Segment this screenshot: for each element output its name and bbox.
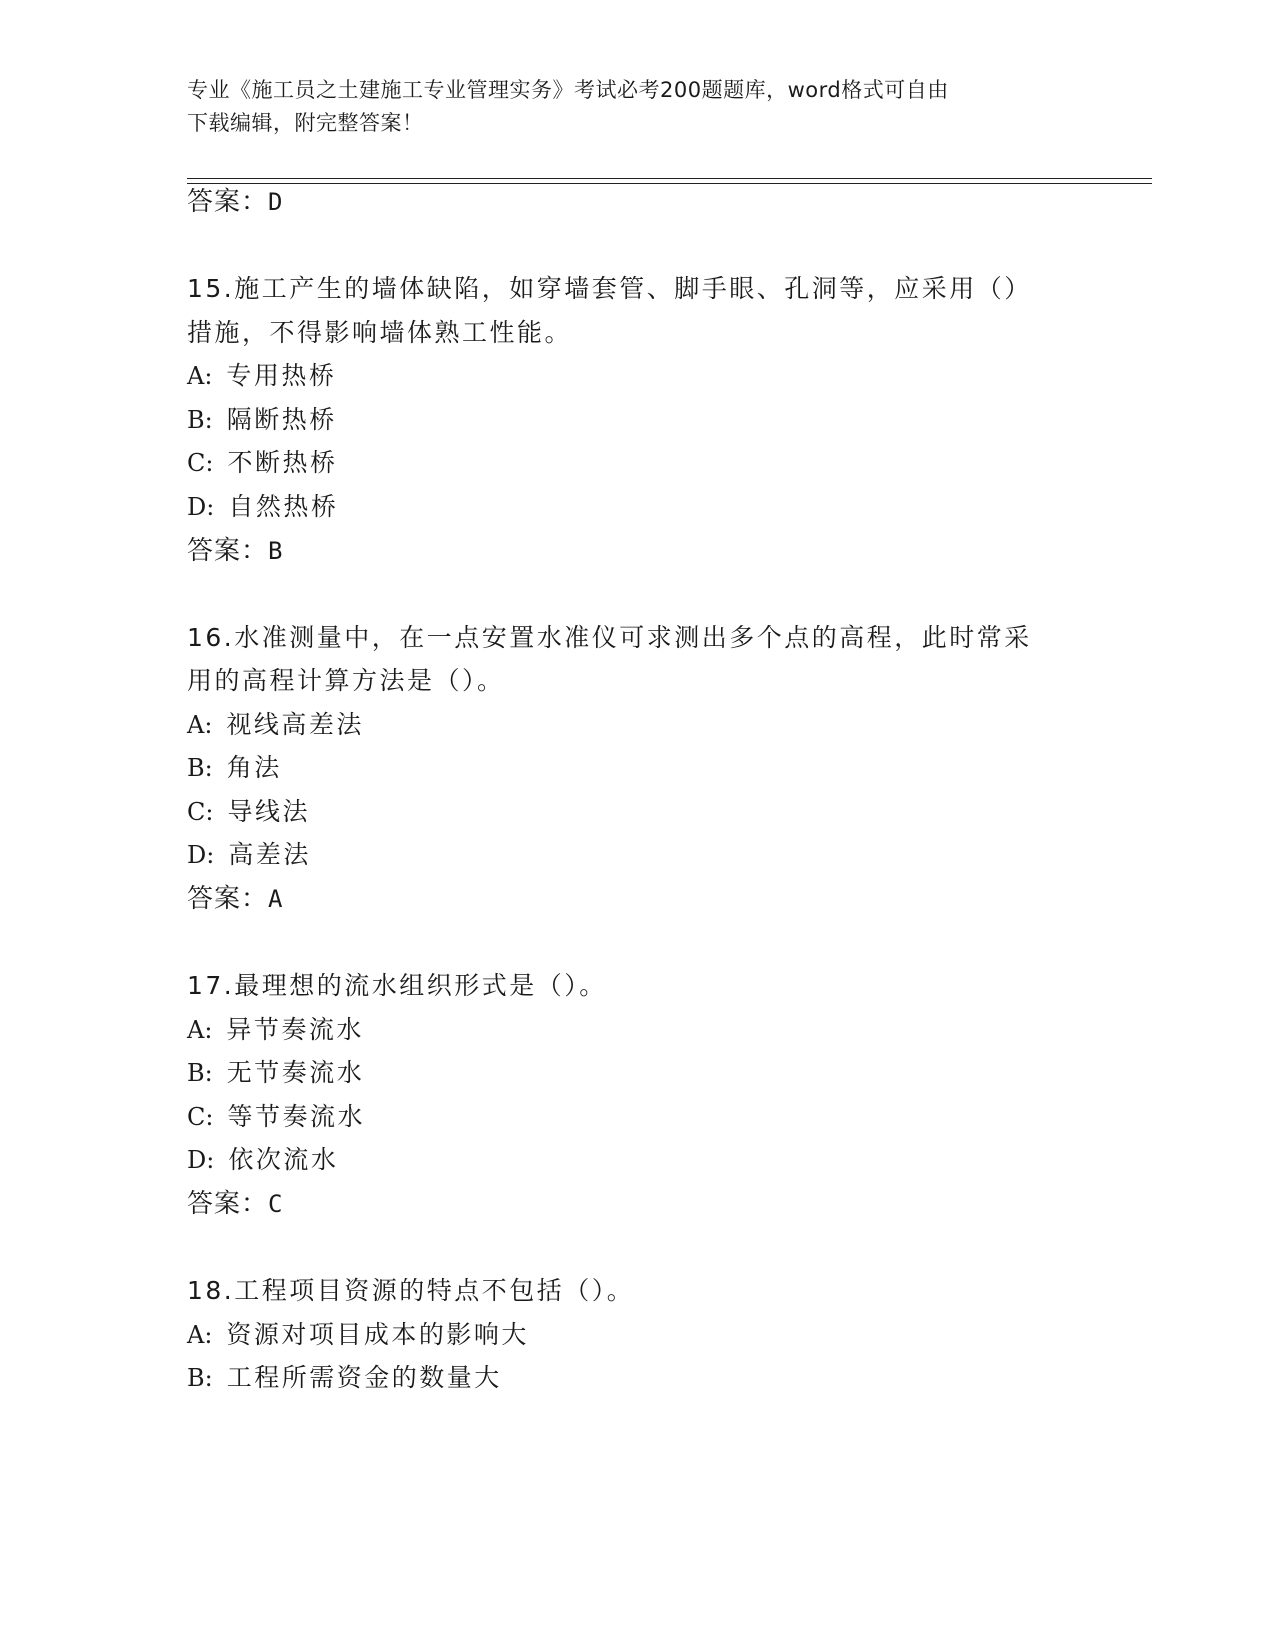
question-stem-line	[187, 1276, 634, 1306]
question-stem-line	[187, 971, 607, 1001]
option-text: 视线高差法	[226, 710, 364, 739]
question-text: 施工产生的墙体缺陷，如穿墙套管、脚手眼、孔洞等，应采用（）	[234, 274, 1032, 303]
question-stem-line: 用的高程计算方法是（）。	[187, 666, 505, 695]
question-number: 17.	[187, 971, 235, 1000]
option-c	[187, 1102, 365, 1132]
question-stem-line	[187, 274, 1032, 304]
option-a	[187, 710, 364, 740]
question-number: 15.	[187, 274, 235, 303]
option-c	[187, 797, 310, 827]
option-letter: D:	[187, 493, 215, 521]
answer-line	[187, 187, 283, 217]
document-header	[187, 74, 1067, 140]
question-number: 18.	[187, 1276, 235, 1305]
option-b	[187, 1058, 364, 1088]
option-letter: B:	[187, 1059, 213, 1087]
option-text: 高差法	[228, 840, 311, 869]
answer-line	[187, 536, 283, 566]
question-text: 水准测量中，在一点安置水准仪可求测出多个点的高程，此时常采	[234, 623, 1032, 652]
option-d	[187, 1145, 338, 1175]
option-text: 无节奏流水	[226, 1058, 365, 1087]
option-c	[187, 448, 337, 478]
answer-label: 答案：	[187, 536, 269, 566]
answer-label: 答案：	[187, 1189, 269, 1219]
option-a	[187, 1320, 529, 1350]
option-text: 角法	[226, 753, 282, 782]
option-b	[187, 405, 337, 435]
option-b	[187, 753, 282, 783]
option-letter: A:	[187, 711, 213, 739]
option-letter: B:	[187, 754, 213, 782]
header-line-2: 下载编辑，附完整答案！	[187, 111, 424, 135]
option-text: 导线法	[227, 797, 310, 826]
question-text: 最理想的流水组织形式是（）。	[234, 971, 607, 1000]
option-letter: B:	[187, 406, 213, 434]
option-letter: D:	[187, 1146, 215, 1174]
option-letter: B:	[187, 1364, 213, 1392]
option-text: 工程所需资金的数量大	[226, 1363, 502, 1392]
answer-label: 答案：	[187, 187, 269, 217]
option-text: 异节奏流水	[226, 1015, 364, 1044]
option-letter: A:	[187, 1321, 213, 1349]
answer-value: B	[268, 537, 284, 565]
option-a	[187, 1015, 364, 1045]
option-text: 隔断热桥	[226, 405, 337, 434]
header-line-1: 专业《施工员之土建施工专业管理实务》考试必考200题题库，word格式可自由	[187, 78, 949, 102]
answer-value: A	[268, 885, 284, 913]
option-letter: D:	[187, 841, 215, 869]
option-b	[187, 1363, 502, 1393]
answer-line	[187, 884, 283, 914]
option-text: 专用热桥	[226, 361, 337, 390]
answer-label: 答案：	[187, 884, 269, 914]
option-text: 依次流水	[228, 1145, 339, 1174]
header-divider	[187, 178, 1152, 184]
answer-line	[187, 1189, 283, 1219]
option-d	[187, 492, 338, 522]
option-text: 等节奏流水	[227, 1102, 365, 1131]
option-text: 自然热桥	[228, 492, 339, 521]
answer-value: D	[268, 188, 284, 216]
question-text: 工程项目资源的特点不包括（）。	[234, 1276, 635, 1305]
question-number: 16.	[187, 623, 235, 652]
question-stem-line: 措施，不得影响墙体熟工性能。	[187, 318, 573, 347]
answer-value: C	[268, 1190, 284, 1218]
option-letter: A:	[187, 1016, 213, 1044]
option-text: 资源对项目成本的影响大	[226, 1320, 529, 1349]
option-text: 不断热桥	[227, 448, 338, 477]
option-a	[187, 361, 336, 391]
option-letter: A:	[187, 362, 213, 390]
option-letter: C:	[187, 798, 214, 826]
option-letter: C:	[187, 449, 214, 477]
option-d	[187, 840, 311, 870]
question-stem-line	[187, 623, 1032, 653]
option-letter: C:	[187, 1103, 214, 1131]
